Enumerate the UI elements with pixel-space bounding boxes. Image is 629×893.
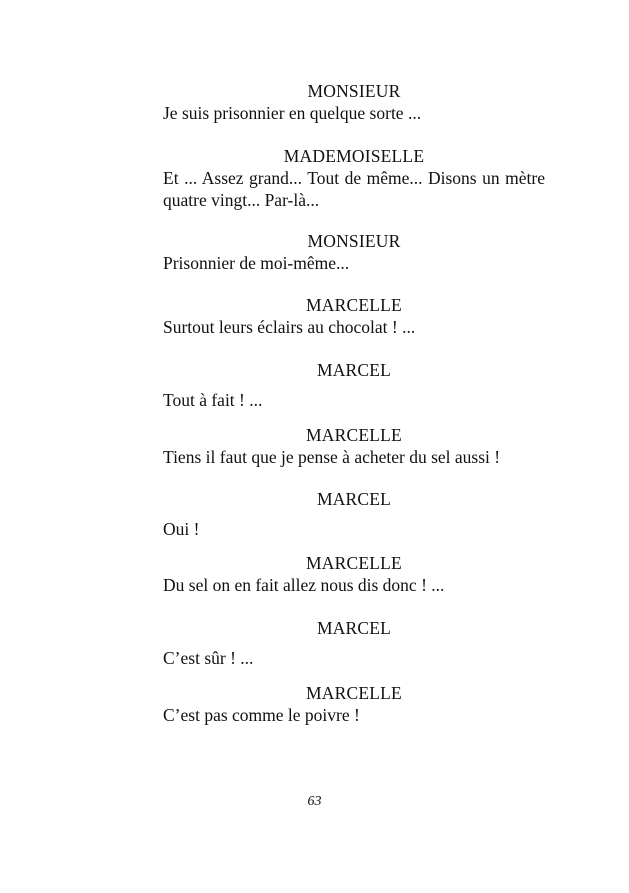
dialogue-line: Oui !	[163, 519, 200, 539]
dialogue-line: Prisonnier de moi-même...	[163, 253, 350, 273]
speaker-name: MARCELLE	[306, 425, 402, 445]
dialogue-entry	[163, 682, 545, 726]
dialogue-line: Et ... Assez grand... Tout de même... Disons un mètre quatre vingt... Par-là...	[163, 168, 545, 210]
dialogue-entry	[163, 359, 545, 411]
speaker-name: MARCEL	[316, 360, 392, 380]
dialogue-line: C’est sûr ! ...	[163, 648, 254, 668]
dialogue-entry	[163, 424, 545, 468]
speaker-name: MARCEL	[316, 489, 392, 509]
dialogue-line: Je suis prisonnier en quelque sorte ...	[163, 103, 422, 123]
dialogue-entry	[163, 294, 545, 338]
dialogue-entry	[163, 488, 545, 540]
dialogue-entry	[163, 552, 545, 596]
speaker-name: MARCELLE	[306, 553, 402, 573]
dialogue-line: Du sel on en fait allez nous dis donc ! ...	[163, 575, 445, 595]
dialogue-entry	[163, 80, 545, 124]
dialogue-line: Tout à fait ! ...	[163, 390, 263, 410]
speaker-name: MARCELLE	[306, 683, 402, 703]
dialogue-line: Tiens il faut que je pense à acheter du sel aussi !	[163, 447, 501, 467]
page-number: 63	[307, 794, 322, 809]
dialogue-entry	[163, 230, 545, 274]
dialogue-entry	[163, 617, 545, 669]
dialogue-line: Surtout leurs éclairs au chocolat ! ...	[163, 317, 416, 337]
speaker-name: MONSIEUR	[307, 81, 401, 101]
dialogue-line: C’est pas comme le poivre !	[163, 705, 360, 725]
speaker-name: MADEMOISELLE	[283, 146, 425, 166]
speaker-name: MONSIEUR	[307, 231, 401, 251]
speaker-name: MARCELLE	[306, 295, 402, 315]
dialogue-entry	[163, 145, 545, 211]
speaker-name: MARCEL	[316, 618, 392, 638]
